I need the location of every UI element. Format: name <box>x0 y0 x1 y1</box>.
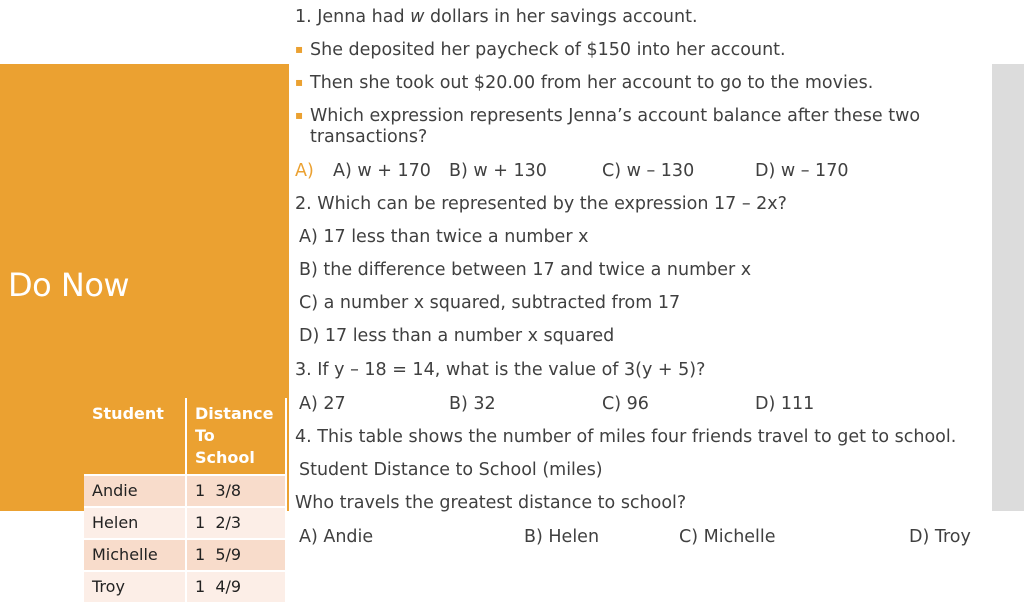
header-student: Student <box>84 398 186 475</box>
table-row <box>84 475 286 507</box>
q1-prefix: 1. Jenna had <box>295 7 411 27</box>
cell-distance: 1 4/9 <box>186 571 286 603</box>
q4-option-d: D) Troy <box>909 527 971 547</box>
q3-option-a: A) 27 <box>299 394 346 414</box>
cell-student: Andie <box>84 475 186 507</box>
q2-question: 2. Which can be represented by the expression 17 – 2x? <box>295 194 787 214</box>
q1-bullet-3: Which expression represents Jenna’s account balance after these two <box>310 106 921 126</box>
q4-option-a: A) Andie <box>299 527 374 547</box>
q1-list-marker: A) <box>295 161 314 181</box>
q4-caption: Student Distance to School (miles) <box>299 460 603 480</box>
q3-option-c: C) 96 <box>602 394 649 414</box>
side-strip <box>992 64 1024 511</box>
q1-question <box>295 6 698 28</box>
q2-option-d: D) 17 less than a number x squared <box>299 326 615 346</box>
slide-title: Do Now <box>8 266 130 304</box>
distance-table <box>84 398 287 604</box>
q1-bullet-2: Then she took out $20.00 from her account to go to the movies. <box>310 73 874 93</box>
q1-option-c: C) w – 130 <box>602 161 695 181</box>
q2-option-a: A) 17 less than twice a number x <box>299 227 589 247</box>
table-header-row <box>84 398 286 475</box>
table-row <box>84 507 286 539</box>
q2-option-b: B) the difference between 17 and twice a number x <box>299 260 752 280</box>
bullet-icon: ▪ <box>295 75 304 89</box>
q4-option-c: C) Michelle <box>679 527 776 547</box>
q3-option-b: B) 32 <box>449 394 496 414</box>
q4-question: 4. This table shows the number of miles four friends travel to get to school. <box>295 427 957 447</box>
q1-option-b: B) w + 130 <box>449 161 547 181</box>
q1-suffix: dollars in her savings account. <box>424 7 698 27</box>
cell-student: Helen <box>84 507 186 539</box>
q1-option-d: D) w – 170 <box>755 161 849 181</box>
cell-distance: 1 3/8 <box>186 475 286 507</box>
cell-distance: 1 5/9 <box>186 539 286 571</box>
table-row <box>84 539 286 571</box>
bullet-icon: ▪ <box>295 108 304 122</box>
q1-bullet-3-cont: transactions? <box>310 127 428 147</box>
q4-prompt: Who travels the greatest distance to school? <box>295 493 687 513</box>
cell-distance: 1 2/3 <box>186 507 286 539</box>
q2-option-c: C) a number x squared, subtracted from 17 <box>299 293 681 313</box>
q4-option-b: B) Helen <box>524 527 600 547</box>
q1-option-a: A) w + 170 <box>333 161 431 181</box>
cell-student: Troy <box>84 571 186 603</box>
q3-question: 3. If y – 18 = 14, what is the value of 3(y + 5)? <box>295 360 706 380</box>
header-distance: Distance To School <box>186 398 286 475</box>
q1-bullet-1: She deposited her paycheck of $150 into her account. <box>310 40 786 60</box>
q3-option-d: D) 111 <box>755 394 815 414</box>
bullet-icon: ▪ <box>295 42 304 56</box>
q1-variable: w <box>410 7 425 27</box>
cell-student: Michelle <box>84 539 186 571</box>
